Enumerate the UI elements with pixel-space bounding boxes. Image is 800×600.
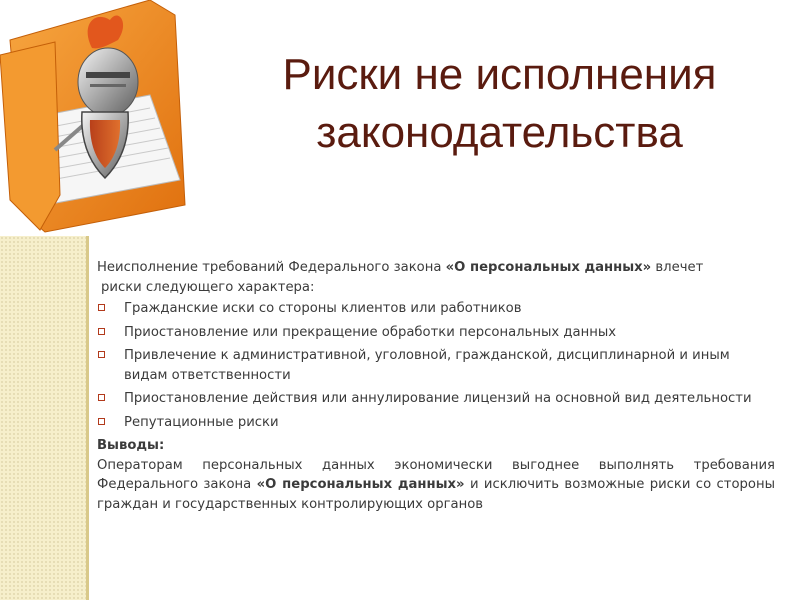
slide-title: [212, 46, 787, 162]
list-item: [97, 413, 775, 433]
conclusion-paragraph: [97, 456, 775, 515]
square-bullet-icon: [98, 304, 105, 311]
conclusion-text: Операторам персональных данных экономически выгоднее выполнять требования Федерального закона: [97, 457, 775, 492]
law-name: «О персональных данных»: [256, 477, 465, 492]
intro-text-end: влечет: [651, 260, 704, 275]
intro-paragraph: [97, 258, 775, 297]
risk-text: Репутационные риски: [124, 414, 279, 430]
risk-list: [97, 299, 775, 432]
conclusion-text-end: и исключить возможные риски со стороны граждан и государственных контролирующих органов: [97, 477, 775, 512]
title-line-2: законодательства: [316, 108, 683, 157]
strip-border: [86, 236, 89, 600]
law-name: «О персональных данных»: [445, 260, 652, 275]
knight-on-folder-icon: [0, 0, 200, 235]
square-bullet-icon: [98, 328, 105, 335]
square-bullet-icon: [98, 351, 105, 358]
risk-text: Приостановление или прекращение обработки персональных данных: [124, 324, 617, 340]
decorative-strip: [0, 236, 86, 600]
risk-text: Привлечение к административной, уголовной, гражданской, дисциплинарной и иным видам ответственности: [124, 348, 730, 383]
risk-text: Гражданские иски со стороны клиентов или работников: [124, 301, 522, 316]
content-block: [97, 258, 775, 514]
title-line-1: Риски не исполнения: [282, 50, 717, 99]
intro-line-2: риски следующего характера:: [101, 279, 315, 295]
list-item: [97, 299, 775, 319]
risk-text: Приостановление действия или аннулирование лицензий на основной вид деятельности: [124, 391, 752, 406]
list-item: [97, 346, 775, 385]
conclusion-heading: Выводы:: [97, 438, 165, 453]
square-bullet-icon: [98, 394, 105, 401]
list-item: [97, 323, 775, 343]
square-bullet-icon: [98, 418, 105, 425]
intro-text: Неисполнение требований Федерального закона: [97, 260, 446, 275]
list-item: [97, 389, 775, 409]
